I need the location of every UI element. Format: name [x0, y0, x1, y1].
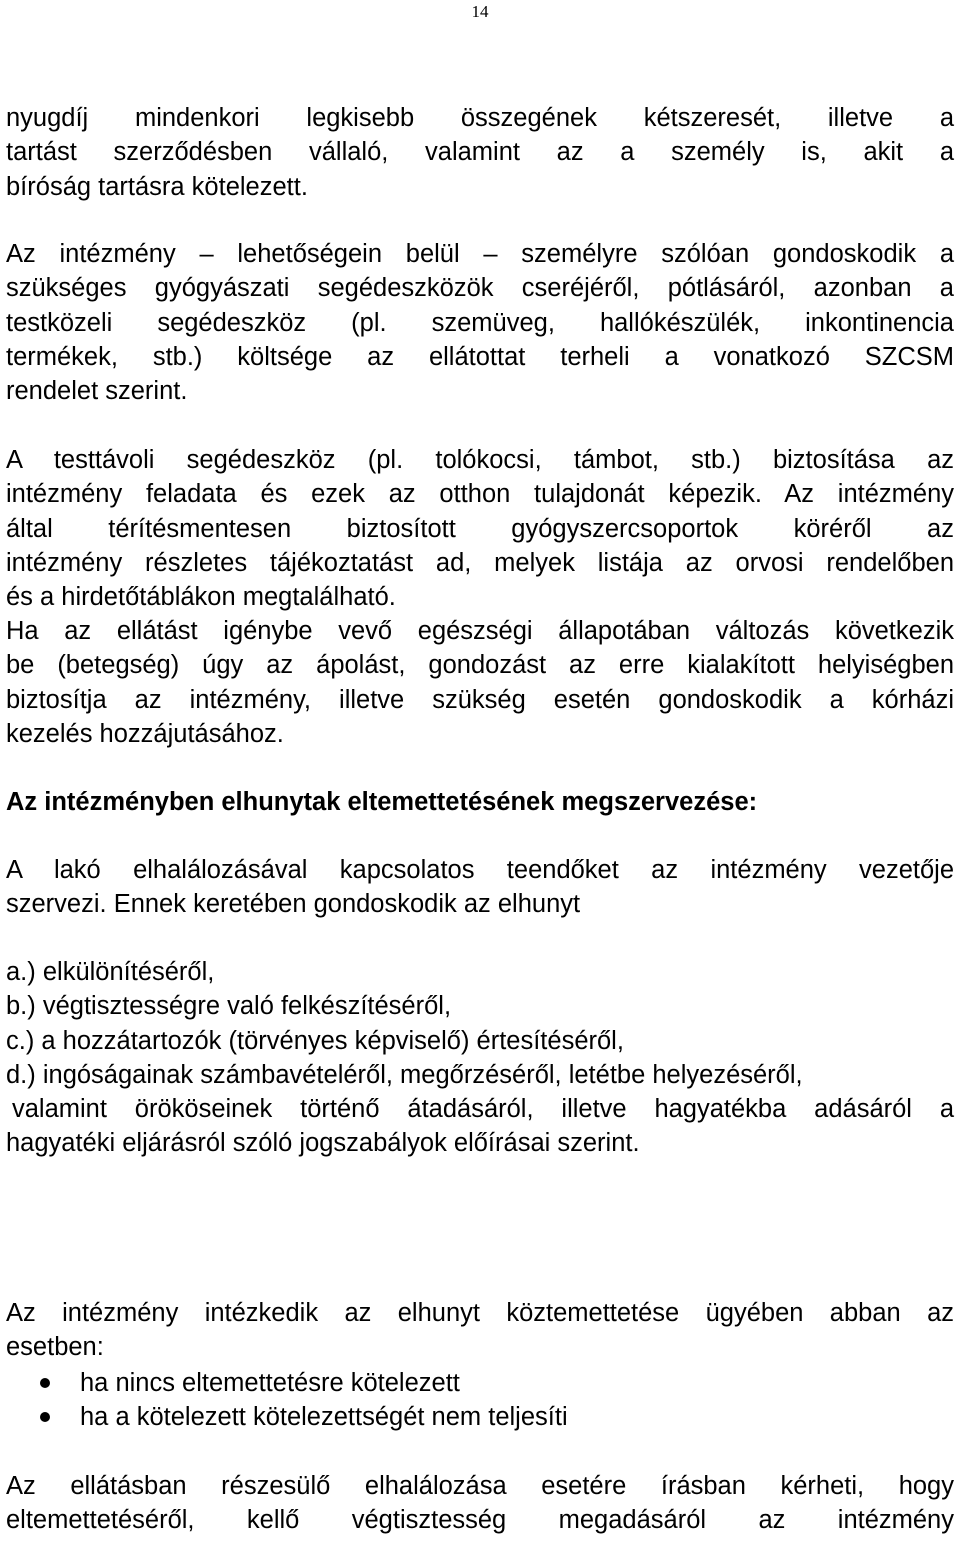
text-line: be (betegség) úgy az ápolást, gondozást az erre kialakított helyiségben [6, 651, 954, 680]
text-line: bíróság tartásra kötelezett. [6, 172, 308, 201]
text-line: termékek, stb.) költsége az ellátottat terheli a vonatkozó SZCSM [6, 342, 954, 371]
text-line: Ha az ellátást igénybe vevő egészségi állapotában változás következik [6, 617, 954, 645]
list-item: c.) a hozzátartozók (törvényes képviselő) értesítéséről, [6, 1026, 624, 1055]
lettered-list [6, 955, 954, 1092]
paragraph-aids-replacement [6, 237, 954, 408]
paragraph-health-change [6, 614, 954, 751]
text-line: A testtávoli segédeszköz (pl. tolókocsi, támbot, stb.) biztosítása az [6, 446, 954, 474]
text-line: által térítésmentesen biztosított gyógyszercsoportok köréről az [6, 514, 954, 543]
text-line: rendelet szerint. [6, 377, 188, 406]
bullet-item [6, 1366, 954, 1400]
text-line: nyugdíj mindenkori legkisebb összegének kétszeresét, illetve a [6, 104, 954, 132]
text-line: testközeli segédeszköz (pl. szemüveg, hallókészülék, inkontinencia [6, 308, 954, 337]
text-line: tartást szerződésben vállaló, valamint az a személy is, akit a [6, 138, 954, 167]
bullet-icon [40, 1412, 50, 1422]
paragraph-death-tasks [6, 853, 954, 922]
bullet-icon [40, 1378, 50, 1388]
list-item-continuation [6, 1092, 954, 1161]
list-item: b.) végtisztességre való felkészítéséről, [6, 992, 452, 1021]
list-item: a.) elkülönítéséről, [6, 958, 215, 986]
text-line: intézmény részletes tájékoztatást ad, melyek listája az orvosi rendelőben [6, 548, 954, 577]
text-line: és a hirdetőtáblákon megtalálható. [6, 583, 396, 612]
text-line: Az intézmény – lehetőségein belül – személyre szólóan gondoskodik a [6, 240, 954, 268]
text-line: valamint örököseinek történő átadásáról, illetve hagyatékba adásáról a [12, 1095, 954, 1123]
section-heading: Az intézményben elhunytak eltemettetésének megszervezése: [6, 788, 758, 816]
text-line: Az ellátásban részesülő elhalálozása esetére írásban kérheti, hogy [6, 1472, 954, 1500]
text-line: esetben: [6, 1333, 104, 1362]
text-line: eltemettetéséről, kellő végtisztesség megadásáról az intézmény [6, 1506, 954, 1535]
page-number: 14 [471, 2, 489, 21]
paragraph-written-request [6, 1469, 954, 1538]
list-item: d.) ingóságainak számbavételéről, megőrzéséről, letétbe helyezéséről, [6, 1060, 803, 1089]
bullet-item [6, 1400, 954, 1434]
bullet-text: ha a kötelezett kötelezettségét nem teljesíti [80, 1403, 568, 1432]
text-line: kezelés hozzájutásához. [6, 719, 284, 748]
text-line: Az intézmény intézkedik az elhunyt köztemettetése ügyében abban az [6, 1299, 954, 1327]
paragraph-pension [6, 101, 954, 204]
paragraph-remote-aids [6, 443, 954, 614]
bullet-text: ha nincs eltemettetésre kötelezett [80, 1369, 460, 1397]
text-line: biztosítja az intézmény, illetve szükség esetén gondoskodik a kórházi [6, 685, 954, 714]
text-line: szervezi. Ennek keretében gondoskodik az elhunyt [6, 890, 581, 919]
paragraph-public-burial [6, 1296, 954, 1365]
bullet-list [6, 1366, 954, 1435]
text-line: A lakó elhalálozásával kapcsolatos teendőket az intézmény vezetője [6, 856, 954, 884]
text-line: szükséges gyógyászati segédeszközök cseréjéről, pótlásáról, azonban a [6, 274, 954, 303]
text-line: intézmény feladata és ezek az otthon tulajdonát képezik. Az intézmény [6, 480, 954, 509]
text-line: hagyatéki eljárásról szóló jogszabályok előírásai szerint. [6, 1129, 640, 1158]
